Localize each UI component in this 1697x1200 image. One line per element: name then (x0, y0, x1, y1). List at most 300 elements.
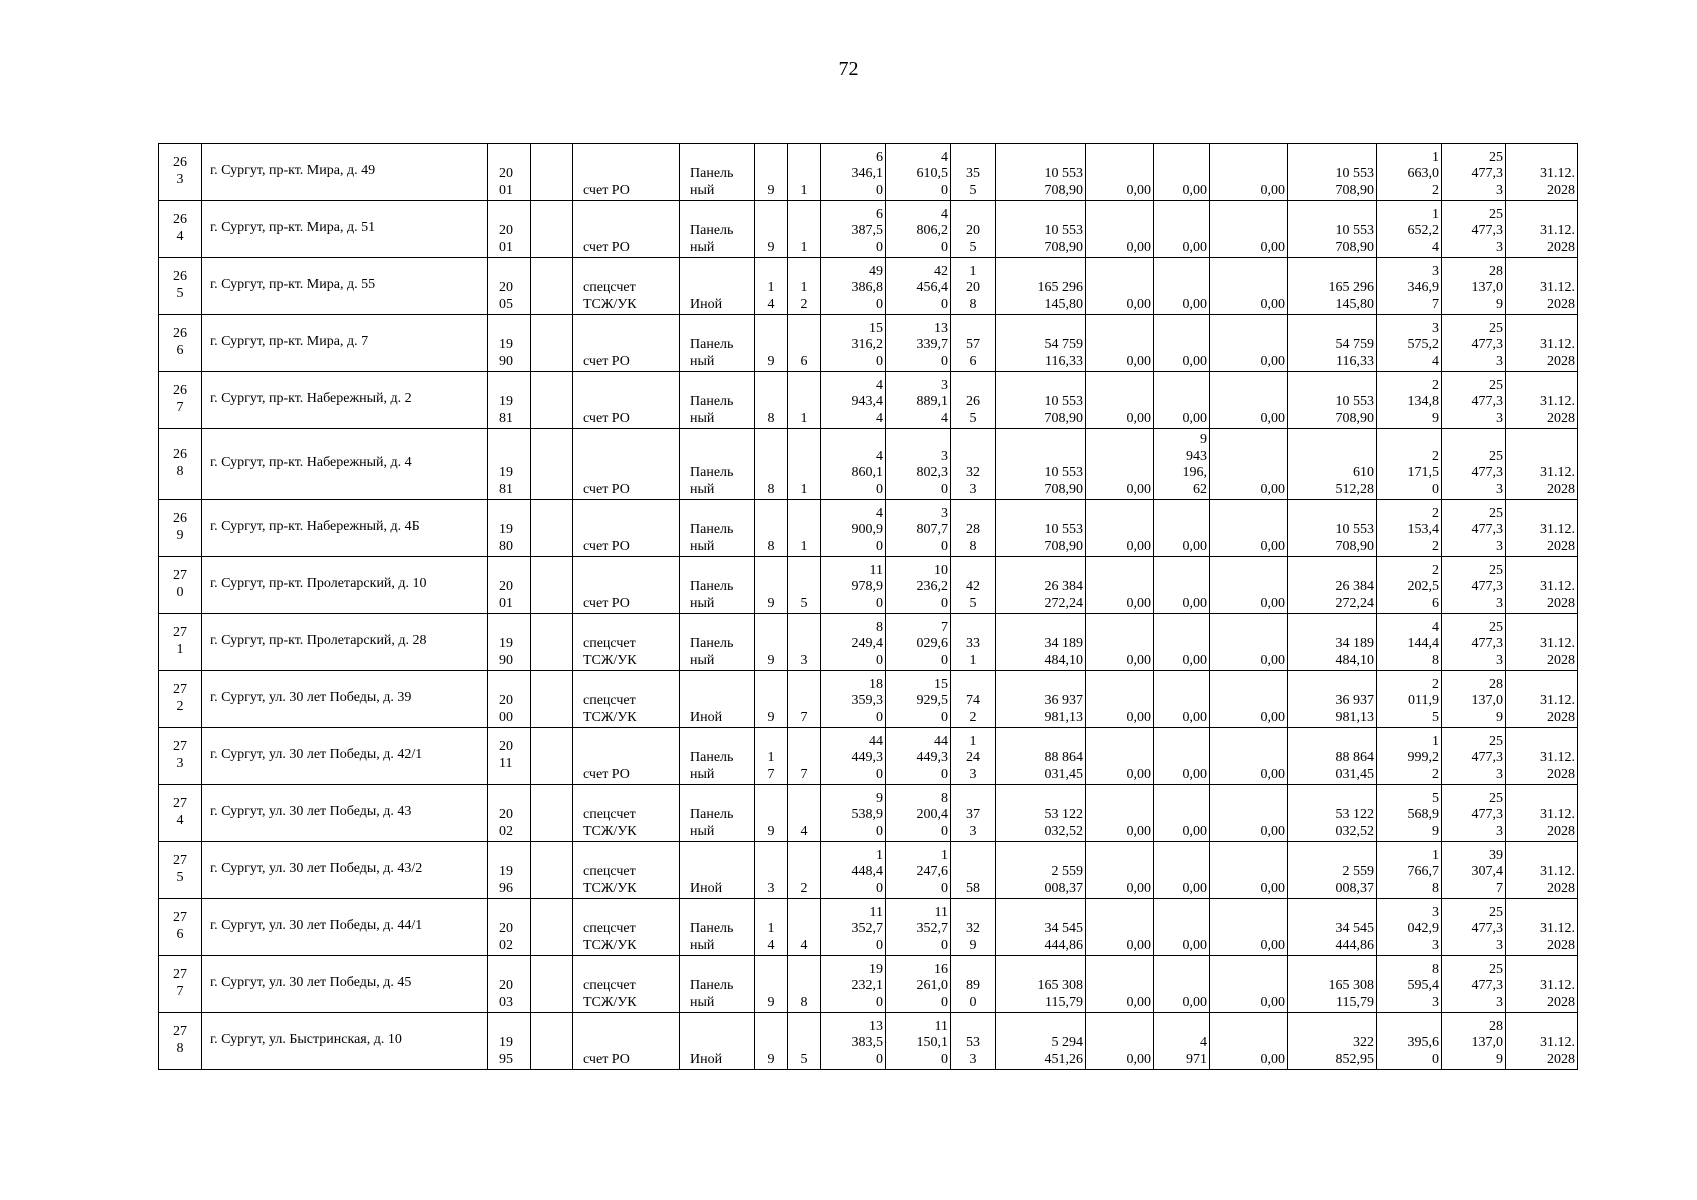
living-area-cell: 8 200,4 0 (886, 785, 951, 842)
empty-cell (531, 258, 573, 315)
wall-material-cell: Панель ный (680, 557, 755, 614)
planned-date-cell: 31.12. 2028 (1506, 144, 1578, 201)
empty-cell (531, 557, 573, 614)
funding-cell: 0,00 (1154, 258, 1210, 315)
funding-cell: 0,00 (1154, 557, 1210, 614)
row-number-cell: 26 6 (159, 315, 202, 372)
owner-funds-cell: 54 759 116,33 (1288, 315, 1377, 372)
owner-funds-cell: 165 308 115,79 (1288, 956, 1377, 1013)
residents-cell: 35 5 (951, 144, 996, 201)
limit-cost-cell: 25 477,3 3 (1442, 500, 1506, 557)
year-built-cell: 19 81 (488, 429, 531, 500)
funding-cell: 0,00 (1154, 785, 1210, 842)
living-area-cell: 7 029,6 0 (886, 614, 951, 671)
row-number-cell: 27 4 (159, 785, 202, 842)
unit-cost-cell: 1 999,2 2 (1377, 728, 1442, 785)
living-area-cell: 42 456,4 0 (886, 258, 951, 315)
row-number-cell: 26 7 (159, 372, 202, 429)
empty-cell (531, 671, 573, 728)
unit-cost-cell: 3 575,2 4 (1377, 315, 1442, 372)
address-cell: г. Сургут, пр-кт. Набережный, д. 4 (202, 429, 488, 500)
fund-method-cell: спецсчет ТСЖ/УК (573, 671, 680, 728)
cost-total-cell: 10 553 708,90 (996, 372, 1086, 429)
planned-date-cell: 31.12. 2028 (1506, 315, 1578, 372)
funding-cell: 0,00 (1210, 557, 1288, 614)
unit-cost-cell: 1 663,0 2 (1377, 144, 1442, 201)
wall-material-cell: Панель ный (680, 372, 755, 429)
year-built-cell: 19 90 (488, 614, 531, 671)
wall-material-cell: Иной (680, 258, 755, 315)
address-cell: г. Сургут, пр-кт. Пролетарский, д. 10 (202, 557, 488, 614)
wall-material-cell: Панель ный (680, 956, 755, 1013)
total-area-cell: 6 346,1 0 (821, 144, 886, 201)
entrances-cell: 7 (788, 728, 821, 785)
empty-cell (531, 1013, 573, 1070)
fund-method-cell: счет РО (573, 728, 680, 785)
funding-cell: 0,00 (1086, 956, 1154, 1013)
entrances-cell: 4 (788, 785, 821, 842)
row-number-cell: 27 0 (159, 557, 202, 614)
page-number: 72 (838, 58, 859, 80)
funding-cell: 0,00 (1086, 201, 1154, 258)
owner-funds-cell: 322 852,95 (1288, 1013, 1377, 1070)
limit-cost-cell: 25 477,3 3 (1442, 557, 1506, 614)
empty-cell (531, 315, 573, 372)
floors-cell: 9 (755, 671, 788, 728)
total-area-cell: 4 943,4 4 (821, 372, 886, 429)
residents-cell: 20 5 (951, 201, 996, 258)
residents-cell: 26 5 (951, 372, 996, 429)
wall-material-cell: Иной (680, 1013, 755, 1070)
funding-cell: 0,00 (1086, 899, 1154, 956)
living-area-cell: 44 449,3 0 (886, 728, 951, 785)
residents-cell: 28 8 (951, 500, 996, 557)
planned-date-cell: 31.12. 2028 (1506, 201, 1578, 258)
cost-total-cell: 2 559 008,37 (996, 842, 1086, 899)
planned-date-cell: 31.12. 2028 (1506, 842, 1578, 899)
year-built-cell: 19 81 (488, 372, 531, 429)
residents-cell: 33 1 (951, 614, 996, 671)
living-area-cell: 1 247,6 0 (886, 842, 951, 899)
limit-cost-cell: 25 477,3 3 (1442, 956, 1506, 1013)
owner-funds-cell: 88 864 031,45 (1288, 728, 1377, 785)
address-cell: г. Сургут, ул. 30 лет Победы, д. 45 (202, 956, 488, 1013)
residents-cell: 89 0 (951, 956, 996, 1013)
funding-cell: 0,00 (1086, 785, 1154, 842)
funding-cell: 0,00 (1086, 372, 1154, 429)
floors-cell: 8 (755, 372, 788, 429)
living-area-cell: 11 352,7 0 (886, 899, 951, 956)
table-row (159, 614, 1578, 671)
funding-cell: 0,00 (1086, 614, 1154, 671)
row-number-cell: 27 5 (159, 842, 202, 899)
funding-cell: 9 943 196, 62 (1154, 429, 1210, 500)
address-cell: г. Сургут, пр-кт. Мира, д. 55 (202, 258, 488, 315)
unit-cost-cell: 3 042,9 3 (1377, 899, 1442, 956)
unit-cost-cell: 395,6 0 (1377, 1013, 1442, 1070)
unit-cost-cell: 2 171,5 0 (1377, 429, 1442, 500)
residents-cell: 53 3 (951, 1013, 996, 1070)
limit-cost-cell: 25 477,3 3 (1442, 144, 1506, 201)
floors-cell: 1 4 (755, 258, 788, 315)
total-area-cell: 13 383,5 0 (821, 1013, 886, 1070)
living-area-cell: 10 236,2 0 (886, 557, 951, 614)
year-built-cell: 20 01 (488, 201, 531, 258)
empty-cell (531, 785, 573, 842)
funding-cell: 0,00 (1210, 842, 1288, 899)
entrances-cell: 5 (788, 1013, 821, 1070)
empty-cell (531, 201, 573, 258)
living-area-cell: 16 261,0 0 (886, 956, 951, 1013)
funding-cell: 0,00 (1154, 671, 1210, 728)
table-row (159, 842, 1578, 899)
floors-cell: 9 (755, 201, 788, 258)
unit-cost-cell: 2 153,4 2 (1377, 500, 1442, 557)
fund-method-cell: счет РО (573, 429, 680, 500)
entrances-cell: 1 (788, 500, 821, 557)
total-area-cell: 11 978,9 0 (821, 557, 886, 614)
row-number-cell: 27 8 (159, 1013, 202, 1070)
wall-material-cell: Панель ный (680, 899, 755, 956)
row-number-cell: 27 6 (159, 899, 202, 956)
owner-funds-cell: 10 553 708,90 (1288, 500, 1377, 557)
wall-material-cell: Иной (680, 671, 755, 728)
wall-material-cell: Иной (680, 842, 755, 899)
living-area-cell: 3 807,7 0 (886, 500, 951, 557)
total-area-cell: 18 359,3 0 (821, 671, 886, 728)
funding-cell: 0,00 (1086, 728, 1154, 785)
limit-cost-cell: 28 137,0 9 (1442, 671, 1506, 728)
floors-cell: 9 (755, 785, 788, 842)
residents-cell: 74 2 (951, 671, 996, 728)
row-number-cell: 26 3 (159, 144, 202, 201)
total-area-cell: 19 232,1 0 (821, 956, 886, 1013)
floors-cell: 9 (755, 956, 788, 1013)
limit-cost-cell: 25 477,3 3 (1442, 785, 1506, 842)
cost-total-cell: 165 296 145,80 (996, 258, 1086, 315)
funding-cell: 0,00 (1210, 500, 1288, 557)
table-row (159, 899, 1578, 956)
address-cell: г. Сургут, ул. Быстринская, д. 10 (202, 1013, 488, 1070)
floors-cell: 9 (755, 144, 788, 201)
cost-total-cell: 34 545 444,86 (996, 899, 1086, 956)
funding-cell: 0,00 (1154, 842, 1210, 899)
funding-cell: 0,00 (1154, 728, 1210, 785)
funding-cell: 0,00 (1210, 899, 1288, 956)
wall-material-cell: Панель ный (680, 429, 755, 500)
entrances-cell: 3 (788, 614, 821, 671)
table-row (159, 201, 1578, 258)
unit-cost-cell: 2 134,8 9 (1377, 372, 1442, 429)
funding-cell: 0,00 (1086, 258, 1154, 315)
row-number-cell: 27 2 (159, 671, 202, 728)
empty-cell (531, 500, 573, 557)
entrances-cell: 5 (788, 557, 821, 614)
empty-cell (531, 614, 573, 671)
planned-date-cell: 31.12. 2028 (1506, 671, 1578, 728)
floors-cell: 1 4 (755, 899, 788, 956)
floors-cell: 9 (755, 1013, 788, 1070)
funding-cell: 0,00 (1210, 671, 1288, 728)
total-area-cell: 11 352,7 0 (821, 899, 886, 956)
floors-cell: 9 (755, 557, 788, 614)
row-number-cell: 26 5 (159, 258, 202, 315)
cost-total-cell: 10 553 708,90 (996, 429, 1086, 500)
address-cell: г. Сургут, ул. 30 лет Победы, д. 43 (202, 785, 488, 842)
planned-date-cell: 31.12. 2028 (1506, 728, 1578, 785)
total-area-cell: 6 387,5 0 (821, 201, 886, 258)
funding-cell: 0,00 (1154, 614, 1210, 671)
wall-material-cell: Панель ный (680, 500, 755, 557)
empty-cell (531, 144, 573, 201)
planned-date-cell: 31.12. 2028 (1506, 614, 1578, 671)
table-row (159, 429, 1578, 500)
table-row (159, 785, 1578, 842)
year-built-cell: 20 11 (488, 728, 531, 785)
residents-cell: 42 5 (951, 557, 996, 614)
year-built-cell: 20 02 (488, 899, 531, 956)
funding-cell: 0,00 (1210, 785, 1288, 842)
planned-date-cell: 31.12. 2028 (1506, 258, 1578, 315)
housing-table (158, 143, 1578, 1070)
entrances-cell: 8 (788, 956, 821, 1013)
living-area-cell: 3 889,1 4 (886, 372, 951, 429)
owner-funds-cell: 34 189 484,10 (1288, 614, 1377, 671)
cost-total-cell: 10 553 708,90 (996, 201, 1086, 258)
address-cell: г. Сургут, ул. 30 лет Победы, д. 43/2 (202, 842, 488, 899)
funding-cell: 0,00 (1154, 315, 1210, 372)
year-built-cell: 20 03 (488, 956, 531, 1013)
funding-cell: 0,00 (1086, 1013, 1154, 1070)
year-built-cell: 20 01 (488, 144, 531, 201)
floors-cell: 9 (755, 315, 788, 372)
owner-funds-cell: 10 553 708,90 (1288, 372, 1377, 429)
table-row (159, 315, 1578, 372)
living-area-cell: 3 802,3 0 (886, 429, 951, 500)
planned-date-cell: 31.12. 2028 (1506, 500, 1578, 557)
entrances-cell: 1 (788, 144, 821, 201)
funding-cell: 0,00 (1086, 429, 1154, 500)
funding-cell: 0,00 (1210, 144, 1288, 201)
cost-total-cell: 26 384 272,24 (996, 557, 1086, 614)
floors-cell: 8 (755, 500, 788, 557)
unit-cost-cell: 5 568,9 9 (1377, 785, 1442, 842)
entrances-cell: 1 (788, 372, 821, 429)
address-cell: г. Сургут, пр-кт. Набережный, д. 2 (202, 372, 488, 429)
funding-cell: 0,00 (1086, 671, 1154, 728)
fund-method-cell: спецсчет ТСЖ/УК (573, 258, 680, 315)
funding-cell: 0,00 (1086, 842, 1154, 899)
limit-cost-cell: 28 137,0 9 (1442, 1013, 1506, 1070)
residents-cell: 37 3 (951, 785, 996, 842)
year-built-cell: 19 96 (488, 842, 531, 899)
fund-method-cell: счет РО (573, 372, 680, 429)
floors-cell: 9 (755, 614, 788, 671)
planned-date-cell: 31.12. 2028 (1506, 1013, 1578, 1070)
planned-date-cell: 31.12. 2028 (1506, 785, 1578, 842)
address-cell: г. Сургут, ул. 30 лет Победы, д. 44/1 (202, 899, 488, 956)
wall-material-cell: Панель ный (680, 144, 755, 201)
residents-cell: 1 24 3 (951, 728, 996, 785)
fund-method-cell: счет РО (573, 201, 680, 258)
fund-method-cell: спецсчет ТСЖ/УК (573, 899, 680, 956)
planned-date-cell: 31.12. 2028 (1506, 956, 1578, 1013)
funding-cell: 0,00 (1154, 899, 1210, 956)
unit-cost-cell: 8 595,4 3 (1377, 956, 1442, 1013)
living-area-cell: 4 806,2 0 (886, 201, 951, 258)
total-area-cell: 8 249,4 0 (821, 614, 886, 671)
funding-cell: 0,00 (1210, 258, 1288, 315)
cost-total-cell: 5 294 451,26 (996, 1013, 1086, 1070)
funding-cell: 0,00 (1086, 144, 1154, 201)
funding-cell: 4 971 (1154, 1013, 1210, 1070)
year-built-cell: 20 01 (488, 557, 531, 614)
floors-cell: 1 7 (755, 728, 788, 785)
living-area-cell: 13 339,7 0 (886, 315, 951, 372)
row-number-cell: 27 1 (159, 614, 202, 671)
year-built-cell: 20 00 (488, 671, 531, 728)
living-area-cell: 15 929,5 0 (886, 671, 951, 728)
funding-cell: 0,00 (1086, 500, 1154, 557)
wall-material-cell: Панель ный (680, 785, 755, 842)
living-area-cell: 11 150,1 0 (886, 1013, 951, 1070)
table-row (159, 258, 1578, 315)
table-row (159, 1013, 1578, 1070)
address-cell: г. Сургут, ул. 30 лет Победы, д. 39 (202, 671, 488, 728)
funding-cell: 0,00 (1210, 1013, 1288, 1070)
funding-cell: 0,00 (1210, 315, 1288, 372)
total-area-cell: 49 386,8 0 (821, 258, 886, 315)
entrances-cell: 7 (788, 671, 821, 728)
entrances-cell: 1 2 (788, 258, 821, 315)
address-cell: г. Сургут, пр-кт. Мира, д. 7 (202, 315, 488, 372)
owner-funds-cell: 165 296 145,80 (1288, 258, 1377, 315)
planned-date-cell: 31.12. 2028 (1506, 899, 1578, 956)
unit-cost-cell: 4 144,4 8 (1377, 614, 1442, 671)
owner-funds-cell: 610 512,28 (1288, 429, 1377, 500)
funding-cell: 0,00 (1154, 201, 1210, 258)
living-area-cell: 4 610,5 0 (886, 144, 951, 201)
limit-cost-cell: 39 307,4 7 (1442, 842, 1506, 899)
planned-date-cell: 31.12. 2028 (1506, 372, 1578, 429)
limit-cost-cell: 25 477,3 3 (1442, 372, 1506, 429)
total-area-cell: 4 900,9 0 (821, 500, 886, 557)
table-row (159, 956, 1578, 1013)
cost-total-cell: 34 189 484,10 (996, 614, 1086, 671)
address-cell: г. Сургут, пр-кт. Пролетарский, д. 28 (202, 614, 488, 671)
owner-funds-cell: 2 559 008,37 (1288, 842, 1377, 899)
funding-cell: 0,00 (1154, 956, 1210, 1013)
fund-method-cell: счет РО (573, 557, 680, 614)
floors-cell: 3 (755, 842, 788, 899)
funding-cell: 0,00 (1154, 372, 1210, 429)
cost-total-cell: 53 122 032,52 (996, 785, 1086, 842)
empty-cell (531, 429, 573, 500)
year-built-cell: 20 02 (488, 785, 531, 842)
row-number-cell: 26 8 (159, 429, 202, 500)
funding-cell: 0,00 (1210, 728, 1288, 785)
unit-cost-cell: 1 766,7 8 (1377, 842, 1442, 899)
row-number-cell: 27 3 (159, 728, 202, 785)
residents-cell: 58 (951, 842, 996, 899)
fund-method-cell: счет РО (573, 1013, 680, 1070)
unit-cost-cell: 1 652,2 4 (1377, 201, 1442, 258)
funding-cell: 0,00 (1086, 557, 1154, 614)
empty-cell (531, 956, 573, 1013)
cost-total-cell: 88 864 031,45 (996, 728, 1086, 785)
cost-total-cell: 54 759 116,33 (996, 315, 1086, 372)
total-area-cell: 4 860,1 0 (821, 429, 886, 500)
wall-material-cell: Панель ный (680, 201, 755, 258)
row-number-cell: 26 4 (159, 201, 202, 258)
residents-cell: 57 6 (951, 315, 996, 372)
funding-cell: 0,00 (1210, 201, 1288, 258)
owner-funds-cell: 36 937 981,13 (1288, 671, 1377, 728)
fund-method-cell: счет РО (573, 500, 680, 557)
address-cell: г. Сургут, пр-кт. Мира, д. 49 (202, 144, 488, 201)
unit-cost-cell: 2 202,5 6 (1377, 557, 1442, 614)
funding-cell: 0,00 (1086, 315, 1154, 372)
total-area-cell: 44 449,3 0 (821, 728, 886, 785)
entrances-cell: 6 (788, 315, 821, 372)
limit-cost-cell: 25 477,3 3 (1442, 899, 1506, 956)
unit-cost-cell: 2 011,9 5 (1377, 671, 1442, 728)
residents-cell: 1 20 8 (951, 258, 996, 315)
cost-total-cell: 165 308 115,79 (996, 956, 1086, 1013)
entrances-cell: 1 (788, 201, 821, 258)
table-row (159, 500, 1578, 557)
planned-date-cell: 31.12. 2028 (1506, 429, 1578, 500)
empty-cell (531, 372, 573, 429)
wall-material-cell: Панель ный (680, 315, 755, 372)
funding-cell: 0,00 (1210, 429, 1288, 500)
fund-method-cell: спецсчет ТСЖ/УК (573, 842, 680, 899)
address-cell: г. Сургут, пр-кт. Мира, д. 51 (202, 201, 488, 258)
fund-method-cell: спецсчет ТСЖ/УК (573, 614, 680, 671)
floors-cell: 8 (755, 429, 788, 500)
total-area-cell: 15 316,2 0 (821, 315, 886, 372)
cost-total-cell: 36 937 981,13 (996, 671, 1086, 728)
year-built-cell: 19 90 (488, 315, 531, 372)
limit-cost-cell: 25 477,3 3 (1442, 614, 1506, 671)
empty-cell (531, 728, 573, 785)
owner-funds-cell: 34 545 444,86 (1288, 899, 1377, 956)
funding-cell: 0,00 (1154, 500, 1210, 557)
owner-funds-cell: 10 553 708,90 (1288, 201, 1377, 258)
unit-cost-cell: 3 346,9 7 (1377, 258, 1442, 315)
table-body (159, 144, 1578, 1070)
cost-total-cell: 10 553 708,90 (996, 144, 1086, 201)
limit-cost-cell: 25 477,3 3 (1442, 728, 1506, 785)
owner-funds-cell: 53 122 032,52 (1288, 785, 1377, 842)
entrances-cell: 4 (788, 899, 821, 956)
funding-cell: 0,00 (1154, 144, 1210, 201)
entrances-cell: 2 (788, 842, 821, 899)
entrances-cell: 1 (788, 429, 821, 500)
row-number-cell: 27 7 (159, 956, 202, 1013)
funding-cell: 0,00 (1210, 614, 1288, 671)
residents-cell: 32 3 (951, 429, 996, 500)
fund-method-cell: спецсчет ТСЖ/УК (573, 785, 680, 842)
total-area-cell: 9 538,9 0 (821, 785, 886, 842)
table-row (159, 372, 1578, 429)
row-number-cell: 26 9 (159, 500, 202, 557)
planned-date-cell: 31.12. 2028 (1506, 557, 1578, 614)
table-row (159, 728, 1578, 785)
empty-cell (531, 899, 573, 956)
owner-funds-cell: 26 384 272,24 (1288, 557, 1377, 614)
fund-method-cell: спецсчет ТСЖ/УК (573, 956, 680, 1013)
